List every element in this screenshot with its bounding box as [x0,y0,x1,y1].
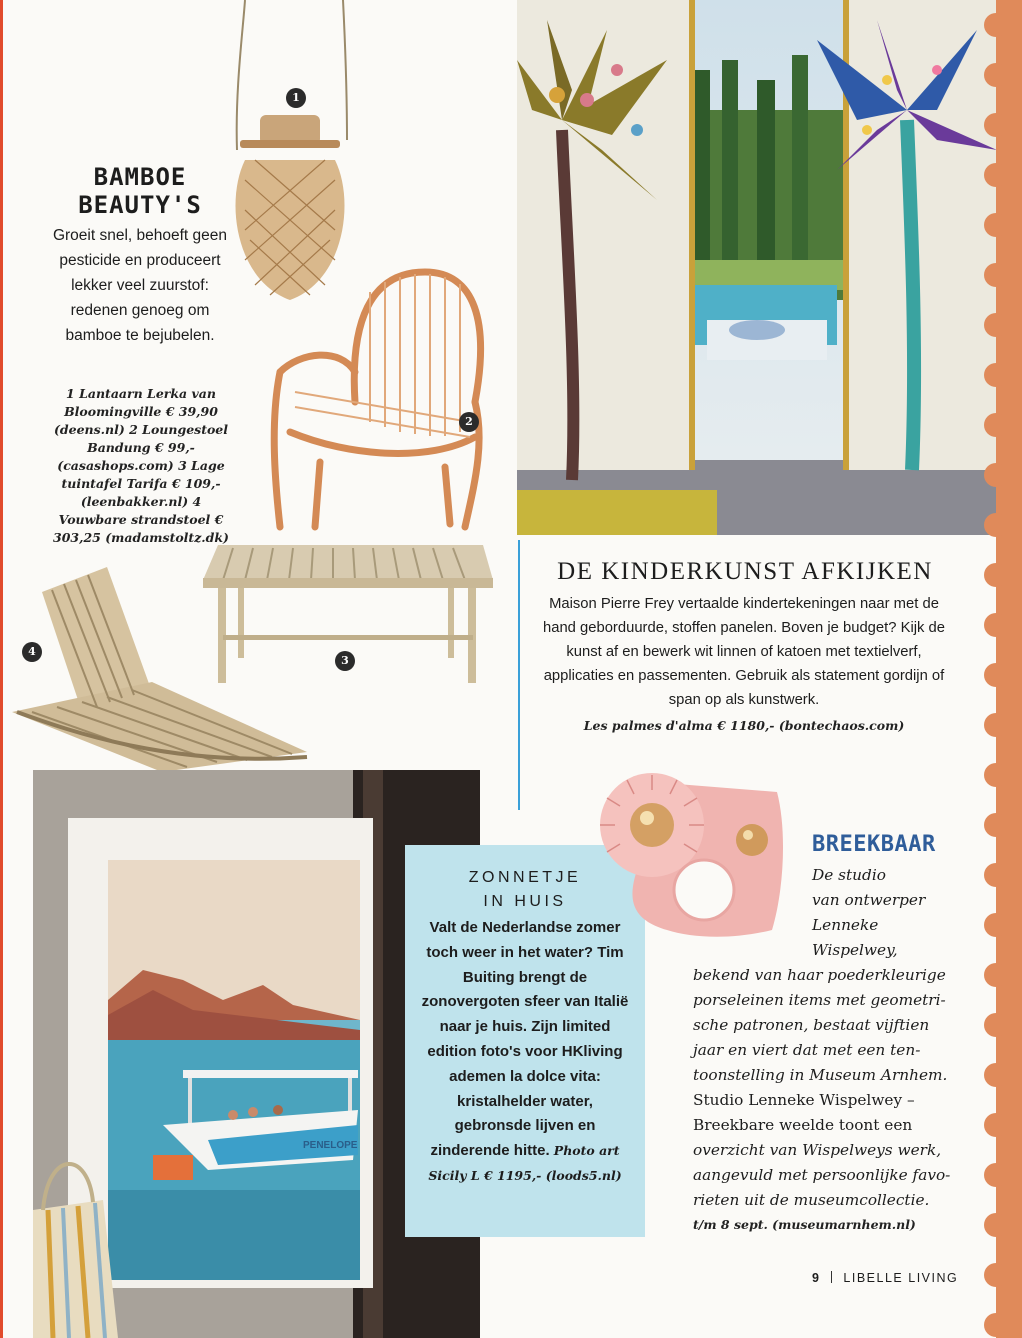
bamboo-title [60,163,220,219]
strandstoel-image [12,562,308,772]
zonnetje-title-line1: ZONNETJE [468,869,582,886]
magazine-name: LIBELLE LIVING [843,1271,959,1285]
breekbaar-line: rieten uit de museumcollectie. [693,1191,930,1209]
kinderkunst-body: Maison Pierre Frey vertaalde kindertekeningen naar met de hand geborduurde, stoffen panelen. Boven je budget? Kijk de kunst af en bewerk wit linnen of katoen met textielverf, applicaties en passementen. Gebruik als statement gordijn of span op als kunstwerk. [542,596,946,708]
badge-1: 1 [286,88,306,108]
breekbaar-line: De studio [812,866,886,884]
breekbaar-line: jaar en viert dat met een ten- [693,1041,921,1059]
page-footer [812,1271,958,1285]
breekbaar-line: bekend van haar poederkleurige [693,966,946,984]
zonnetje-body-text: Valt de Nederlandse zomer toch weer in het water? Tim Buiting brengt de zonovergoten sfeer van Italië naar je huis. Zijn limited edition foto's voor HKliving ademen la dolce vita: kristalhelder water, gebronsde lijven en zinderende hitte. [421,919,629,1160]
breekbaar-line: Wispelwey, [812,941,898,959]
breekbaar-line: Lenneke [812,916,879,934]
breekbaar-line: overzicht van Wispelweys werk, [693,1141,942,1159]
breekbaar-line: aangevuld met persoonlijke favo- [693,1166,951,1184]
badge-2: 2 [459,412,479,432]
bamboo-intro: Groeit snel, behoeft geen pesticide en produceert lekker veel zuurstof: redenen genoeg om bamboe te bejubelen. [52,227,228,344]
breekbare-weelde-object-image [592,770,792,950]
loungestoel-image [260,262,495,537]
scalloped-edge [982,0,1022,1338]
zonnetje-title-line2: IN HUIS [483,893,567,910]
curtain-photo [517,0,1007,535]
breekbaar-line: van ontwerper [812,891,926,909]
footer-divider [831,1271,832,1283]
breekbaar-credit: t/m 8 sept. (museumarnhem.nl) [693,1217,916,1232]
breekbaar-line: Breekbare weelde toont een [693,1116,913,1134]
zonnetje-credit: Photo art Sicily L € 1195,- (loods5.nl) [428,1143,622,1183]
breekbaar-line: toonstelling in Museum Arnhem. [693,1066,948,1084]
breekbaar-title: BREEKBAAR [812,832,936,857]
breekbaar-line: porseleinen items met geometri- [693,991,946,1009]
breekbaar-line: sche patronen, bestaat vijftien [693,1016,930,1034]
kinderkunst-title: DE KINDERKUNST AFKIJKEN [557,558,933,585]
bamboo-credits: 1 Lantaarn Lerka van Bloomingville € 39,90 (deens.nl) 2 Loungestoel Bandung € 99,- (casashops.com) 3 Lage tuintafel Tarifa € 109,- (leenbakker.nl) 4 Vouwbare strandstoel € 303,25 (madamstoltz.dk) [53,386,229,545]
badge-3: 3 [335,651,355,671]
page-number: 9 [812,1271,821,1285]
left-edge-stripe [0,0,3,1338]
bamboo-title-line1: BAMBOE [93,163,187,191]
badge-4: 4 [22,642,42,662]
boat-name-label: PENELOPE [303,1140,358,1151]
kinderkunst-credit: Les palmes d'alma € 1180,- (bontechaos.com) [583,718,905,733]
breekbaar-line: Studio Lenneke Wispelwey – [693,1091,915,1109]
zonnetje-body [418,916,632,1189]
bamboo-title-line2: BEAUTY'S [78,191,202,219]
